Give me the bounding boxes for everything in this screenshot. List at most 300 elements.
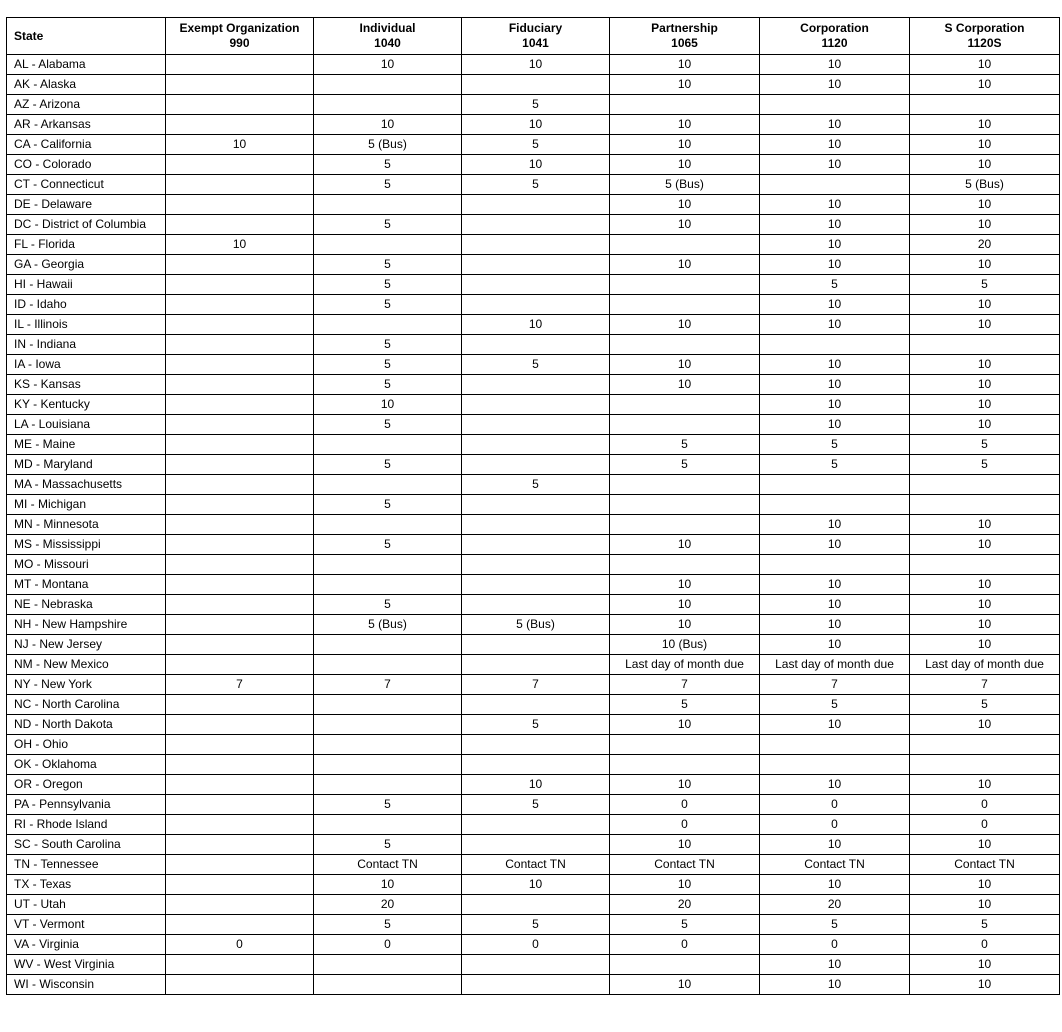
fiduciary-cell [462,75,610,95]
state-cell: DE - Delaware [7,195,166,215]
fiduciary-cell [462,575,610,595]
partnership-cell: 20 [610,895,760,915]
corporation-cell: 10 [760,535,910,555]
exempt-organization-cell [166,615,314,635]
individual-cell [314,195,462,215]
s-corporation-cell: 10 [910,355,1060,375]
table-row [7,735,1060,755]
exempt-organization-cell: 10 [166,235,314,255]
s-corporation-cell: 5 [910,915,1060,935]
state-cell: CO - Colorado [7,155,166,175]
corporation-cell: 10 [760,295,910,315]
state-cell: KS - Kansas [7,375,166,395]
fiduciary-cell: 5 [462,795,610,815]
corporation-cell [760,755,910,775]
state-cell: UT - Utah [7,895,166,915]
state-cell: MS - Mississippi [7,535,166,555]
fiduciary-cell [462,695,610,715]
partnership-cell: 10 [610,215,760,235]
corporation-cell: 10 [760,595,910,615]
exempt-organization-cell [166,895,314,915]
state-cell: NM - New Mexico [7,655,166,675]
exempt-organization-cell [166,475,314,495]
corporation-cell: 10 [760,375,910,395]
table-row [7,375,1060,395]
exempt-organization-cell [166,955,314,975]
corporation-cell: 10 [760,315,910,335]
header-form-number: 1065 [671,36,698,50]
exempt-organization-cell [166,175,314,195]
fiduciary-cell: 10 [462,55,610,75]
exempt-organization-cell [166,535,314,555]
fiduciary-cell [462,635,610,655]
corporation-cell: 7 [760,675,910,695]
table-body [7,55,1060,995]
exempt-organization-cell [166,635,314,655]
s-corporation-cell: 10 [910,255,1060,275]
s-corporation-cell: 5 (Bus) [910,175,1060,195]
state-cell: MD - Maryland [7,455,166,475]
s-corporation-cell: 5 [910,695,1060,715]
table-row [7,415,1060,435]
s-corporation-cell: 10 [910,75,1060,95]
table-row [7,615,1060,635]
state-cell: LA - Louisiana [7,415,166,435]
partnership-cell: 10 [610,875,760,895]
individual-cell: 0 [314,935,462,955]
individual-cell: 5 [314,355,462,375]
s-corporation-cell: 10 [910,515,1060,535]
fiduciary-cell: 7 [462,675,610,695]
partnership-cell: 5 [610,695,760,715]
s-corporation-cell: Last day of month due [910,655,1060,675]
partnership-cell: 5 [610,915,760,935]
table-row [7,795,1060,815]
state-cell: SC - South Carolina [7,835,166,855]
s-corporation-cell: 10 [910,395,1060,415]
exempt-organization-cell [166,55,314,75]
fiduciary-cell [462,335,610,355]
partnership-cell: 10 [610,315,760,335]
corporation-cell: 5 [760,915,910,935]
corporation-cell: 10 [760,575,910,595]
partnership-cell [610,235,760,255]
table-row [7,575,1060,595]
state-cell: ME - Maine [7,435,166,455]
s-corporation-cell [910,735,1060,755]
fiduciary-cell: 10 [462,775,610,795]
partnership-cell: 10 [610,835,760,855]
s-corporation-cell: 5 [910,435,1060,455]
individual-cell [314,775,462,795]
state-cell: CA - California [7,135,166,155]
fiduciary-cell: 5 [462,175,610,195]
table-row [7,775,1060,795]
s-corporation-cell: 10 [910,715,1060,735]
partnership-cell [610,95,760,115]
state-cell: MI - Michigan [7,495,166,515]
corporation-cell: 10 [760,395,910,415]
exempt-organization-cell [166,255,314,275]
partnership-cell [610,295,760,315]
table-row [7,295,1060,315]
s-corporation-cell: 7 [910,675,1060,695]
s-corporation-cell: 10 [910,975,1060,995]
exempt-organization-cell [166,75,314,95]
individual-cell: 5 [314,255,462,275]
fiduciary-cell [462,255,610,275]
individual-cell [314,815,462,835]
individual-cell: 5 [314,335,462,355]
partnership-cell [610,515,760,535]
state-cell: DC - District of Columbia [7,215,166,235]
state-header [7,18,166,55]
corporation-cell: 10 [760,155,910,175]
table-row [7,55,1060,75]
individual-cell: 5 [314,535,462,555]
table-row [7,595,1060,615]
corporation-cell: Contact TN [760,855,910,875]
partnership-cell: 10 [610,595,760,615]
table-row [7,835,1060,855]
table-row [7,335,1060,355]
state-cell: TN - Tennessee [7,855,166,875]
table-row [7,715,1060,735]
exempt-organization-cell [166,195,314,215]
exempt-organization-cell [166,755,314,775]
partnership-cell [610,495,760,515]
individual-cell: 5 (Bus) [314,135,462,155]
state-cell: IA - Iowa [7,355,166,375]
partnership-cell [610,335,760,355]
fiduciary-cell [462,415,610,435]
corporation-cell [760,555,910,575]
individual-cell: 5 [314,375,462,395]
s-corporation-cell: 10 [910,635,1060,655]
table-row [7,155,1060,175]
table-row [7,815,1060,835]
table-row [7,495,1060,515]
table-row [7,555,1060,575]
state-cell: IN - Indiana [7,335,166,355]
fiduciary-cell [462,975,610,995]
s-corporation-cell: 10 [910,55,1060,75]
s-corporation-cell: 10 [910,415,1060,435]
header-label: Fiduciary [508,21,563,35]
corporation-cell: 10 [760,215,910,235]
corporation-cell: 5 [760,435,910,455]
corporation-cell: 10 [760,115,910,135]
corporation-header [760,18,910,55]
individual-cell [314,575,462,595]
s-corporation-cell [910,555,1060,575]
individual-cell: 7 [314,675,462,695]
exempt-organization-cell [166,275,314,295]
corporation-cell: 10 [760,715,910,735]
state-cell: NH - New Hampshire [7,615,166,635]
state-cell: MT - Montana [7,575,166,595]
exempt-organization-cell [166,435,314,455]
individual-cell: 5 [314,455,462,475]
table-row [7,655,1060,675]
individual-cell: 10 [314,115,462,135]
fiduciary-cell: 5 [462,355,610,375]
corporation-cell [760,335,910,355]
exempt-organization-cell [166,795,314,815]
exempt-organization-cell [166,395,314,415]
state-cell: NJ - New Jersey [7,635,166,655]
table-row [7,855,1060,875]
partnership-cell [610,755,760,775]
header-label: Corporation [800,21,869,35]
corporation-cell: 10 [760,615,910,635]
individual-cell [314,735,462,755]
header-label: Exempt Organization [179,21,300,35]
partnership-cell [610,735,760,755]
exempt-organization-cell [166,155,314,175]
individual-header [314,18,462,55]
state-cell: WV - West Virginia [7,955,166,975]
table-row [7,975,1060,995]
exempt-organization-cell [166,95,314,115]
exempt-organization-cell [166,575,314,595]
table-row [7,395,1060,415]
fiduciary-cell [462,595,610,615]
individual-cell: 10 [314,875,462,895]
partnership-cell: Contact TN [610,855,760,875]
exempt-organization-cell [166,415,314,435]
s-corporation-cell [910,95,1060,115]
individual-cell: 5 [314,275,462,295]
state-cell: MN - Minnesota [7,515,166,535]
corporation-cell: 10 [760,55,910,75]
s-corporation-cell: 10 [910,155,1060,175]
individual-cell [314,755,462,775]
individual-cell: 5 [314,415,462,435]
s-corporation-cell: 10 [910,375,1060,395]
corporation-cell: 10 [760,835,910,855]
exempt-organization-cell [166,355,314,375]
corporation-cell: 10 [760,515,910,535]
state-cell: OR - Oregon [7,775,166,795]
partnership-cell: 5 [610,435,760,455]
table-row [7,915,1060,935]
state-cell: CT - Connecticut [7,175,166,195]
fiduciary-cell [462,375,610,395]
exempt-organization-cell [166,495,314,515]
partnership-cell [610,475,760,495]
table-row [7,535,1060,555]
partnership-header [610,18,760,55]
header-label: State [14,28,44,43]
corporation-cell: 10 [760,355,910,375]
fiduciary-cell: 5 [462,915,610,935]
state-cell: AZ - Arizona [7,95,166,115]
table-row [7,695,1060,715]
fiduciary-cell [462,435,610,455]
fiduciary-cell: 10 [462,875,610,895]
corporation-cell: 5 [760,455,910,475]
exempt-organization-cell [166,695,314,715]
partnership-cell: 0 [610,795,760,815]
fiduciary-cell: 5 (Bus) [462,615,610,635]
s-corporation-cell: Contact TN [910,855,1060,875]
partnership-cell: 10 [610,355,760,375]
individual-cell [314,655,462,675]
s-corporation-cell: 5 [910,455,1060,475]
exempt-organization-cell [166,295,314,315]
fiduciary-cell [462,515,610,535]
corporation-cell [760,735,910,755]
exempt-organization-cell [166,115,314,135]
table-row [7,135,1060,155]
individual-cell: 5 [314,795,462,815]
s-corporation-cell: 10 [910,215,1060,235]
header-form-number: 990 [229,36,250,50]
fiduciary-cell: 5 [462,95,610,115]
fiduciary-cell: 5 [462,475,610,495]
table-row [7,75,1060,95]
state-cell: TX - Texas [7,875,166,895]
partnership-cell [610,275,760,295]
s-corporation-cell [910,495,1060,515]
s-corporation-cell: 10 [910,955,1060,975]
header-label: Individual [359,21,416,35]
fiduciary-cell [462,235,610,255]
individual-cell [314,475,462,495]
individual-cell: 5 (Bus) [314,615,462,635]
exempt-organization-cell [166,515,314,535]
exempt-organization-header [166,18,314,55]
table-row [7,115,1060,135]
partnership-cell: 0 [610,935,760,955]
fiduciary-cell [462,295,610,315]
individual-cell: 5 [314,215,462,235]
header-label: S Corporation [944,21,1025,35]
s-corporation-cell: 10 [910,615,1060,635]
exempt-organization-cell [166,215,314,235]
fiduciary-cell: 10 [462,115,610,135]
table-row [7,275,1060,295]
partnership-cell [610,555,760,575]
corporation-cell: 10 [760,955,910,975]
table-row [7,255,1060,275]
individual-cell: 5 [314,835,462,855]
partnership-cell: 10 [610,195,760,215]
individual-cell: 5 [314,155,462,175]
partnership-cell [610,395,760,415]
state-cell: VA - Virginia [7,935,166,955]
state-cell: AL - Alabama [7,55,166,75]
state-cell: NY - New York [7,675,166,695]
individual-cell [314,75,462,95]
individual-cell: 5 [314,495,462,515]
individual-cell [314,555,462,575]
state-cell: IL - Illinois [7,315,166,335]
s-corporation-cell: 10 [910,295,1060,315]
individual-cell: 5 [314,295,462,315]
corporation-cell: 10 [760,775,910,795]
individual-cell [314,975,462,995]
partnership-cell: 5 (Bus) [610,175,760,195]
corporation-cell: 0 [760,795,910,815]
fiduciary-header [462,18,610,55]
partnership-cell: 10 [610,715,760,735]
exempt-organization-cell [166,375,314,395]
corporation-cell: 5 [760,275,910,295]
s-corporation-cell: 10 [910,835,1060,855]
table-row [7,475,1060,495]
exempt-organization-cell [166,815,314,835]
s-corporation-cell [910,755,1060,775]
header-form-number: 1120 [821,36,848,50]
s-corporation-cell: 0 [910,815,1060,835]
fiduciary-cell [462,655,610,675]
s-corporation-cell: 10 [910,315,1060,335]
state-cell: AR - Arkansas [7,115,166,135]
corporation-cell: 10 [760,75,910,95]
fiduciary-cell [462,535,610,555]
s-corporation-cell: 10 [910,895,1060,915]
table-row [7,635,1060,655]
s-corporation-header [910,18,1060,55]
exempt-organization-cell [166,735,314,755]
table-row [7,215,1060,235]
fiduciary-cell [462,835,610,855]
partnership-cell: 10 [610,255,760,275]
header-form-number: 1040 [374,36,401,50]
individual-cell: 10 [314,395,462,415]
table-row [7,935,1060,955]
s-corporation-cell: 10 [910,775,1060,795]
fiduciary-cell: Contact TN [462,855,610,875]
individual-cell [314,695,462,715]
state-cell: WI - Wisconsin [7,975,166,995]
corporation-cell: 10 [760,635,910,655]
corporation-cell: Last day of month due [760,655,910,675]
exempt-organization-cell: 0 [166,935,314,955]
s-corporation-cell [910,335,1060,355]
state-cell: AK - Alaska [7,75,166,95]
table-row [7,895,1060,915]
state-cell: OH - Ohio [7,735,166,755]
fiduciary-cell [462,895,610,915]
partnership-cell: 10 [610,55,760,75]
exempt-organization-cell [166,315,314,335]
partnership-cell: 7 [610,675,760,695]
individual-cell [314,955,462,975]
state-cell: RI - Rhode Island [7,815,166,835]
corporation-cell: 20 [760,895,910,915]
fiduciary-cell: 5 [462,135,610,155]
exempt-organization-cell [166,715,314,735]
state-cell: NC - North Carolina [7,695,166,715]
partnership-cell: 0 [610,815,760,835]
header-form-number: 1041 [522,36,549,50]
fiduciary-cell [462,195,610,215]
fiduciary-cell [462,455,610,475]
table-row [7,675,1060,695]
exempt-organization-cell [166,915,314,935]
table-row [7,355,1060,375]
header-form-number: 1120S [967,36,1002,50]
fiduciary-cell [462,275,610,295]
fiduciary-cell [462,955,610,975]
exempt-organization-cell [166,835,314,855]
state-cell: FL - Florida [7,235,166,255]
s-corporation-cell: 10 [910,875,1060,895]
header-label: Partnership [651,21,718,35]
